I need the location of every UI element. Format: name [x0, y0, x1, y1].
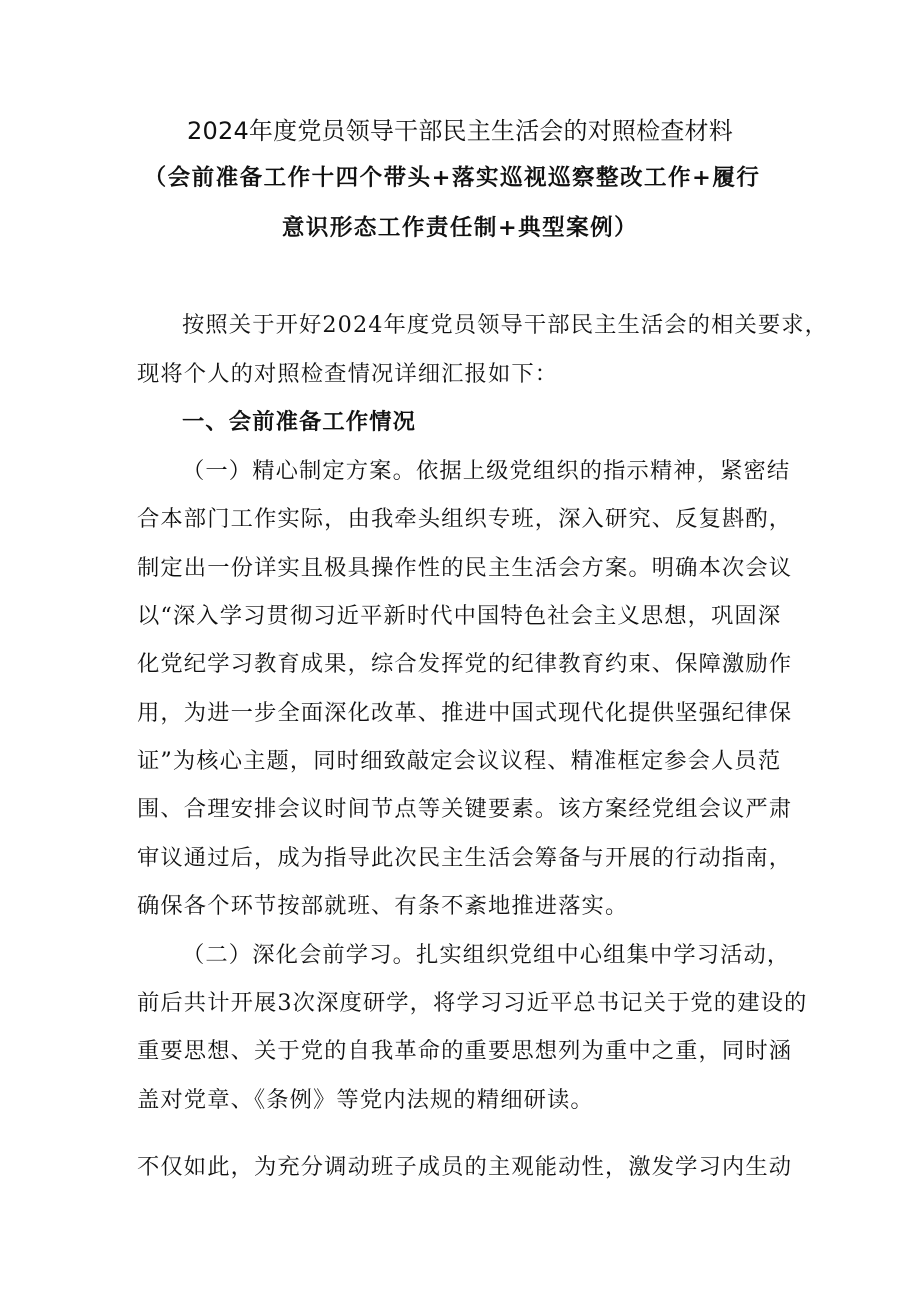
- paragraph-1-line-2: 合本部门工作实际，由我牵头组织专班，深入研究、反复斟酌，: [137, 506, 793, 532]
- paragraph-2-line-3: 重要思想、关于党的自我革命的重要思想列为重中之重，同时涵: [137, 1038, 793, 1064]
- paragraph-1-line-7: 证”为核心主题，同时细致敲定会议议程、精准框定参会人员范: [137, 748, 782, 774]
- paragraph-1-line-1: （一）精心制定方案。依据上级党组织的指示精神，紧密结: [182, 458, 791, 484]
- paragraph-1-line-4: 以“深入学习贯彻习近平新时代中国特色社会主义思想，巩固深: [137, 603, 782, 629]
- paragraph-1-line-9: 审议通过后，成为指导此次民主生活会筹备与开展的行动指南，: [137, 845, 793, 871]
- paragraph-2-line-2: 前后共计开展3次深度研学，将学习习近平总书记关于党的建设的: [137, 990, 808, 1016]
- paragraph-1-line-8: 围、合理安排会议时间节点等关键要素。该方案经党组会议严肃: [137, 796, 793, 822]
- paragraph-1-line-3: 制定出一份详实且极具操作性的民主生活会方案。明确本次会议: [137, 555, 793, 581]
- paragraph-1-line-6: 用，为进一步全面深化改革、推进中国式现代化提供坚强纪律保: [137, 700, 793, 726]
- paragraph-1-line-10: 确保各个环节按部就班、有条不紊地推进落实。: [137, 893, 629, 919]
- document-title: 2024年度党员领导干部民主生活会的对照检查材料: [187, 117, 733, 145]
- document-subtitle-line-2: 意识形态工作责任制+典型案例）: [281, 215, 639, 241]
- section-heading: 一、会前准备工作情况: [182, 409, 416, 435]
- intro-line-1: 按照关于开好2024年度党员领导干部民主生活会的相关要求，: [182, 312, 829, 338]
- paragraph-3-line-1: 不仅如此，为充分调动班子成员的主观能动性，激发学习内生动: [137, 1154, 793, 1180]
- paragraph-1-line-5: 化党纪学习教育成果，综合发挥党的纪律教育约束、保障激励作: [137, 651, 793, 677]
- document-subtitle-line-1: （会前准备工作十四个带头+落实巡视巡察整改工作+履行: [143, 165, 761, 191]
- paragraph-2-line-1: （二）深化会前学习。扎实组织党组中心组集中学习活动，: [182, 942, 791, 968]
- intro-line-2: 现将个人的对照检查情况详细汇报如下：: [137, 361, 559, 387]
- paragraph-2-line-4: 盖对党章、《条例》等党内法规的精细研读。: [137, 1087, 594, 1113]
